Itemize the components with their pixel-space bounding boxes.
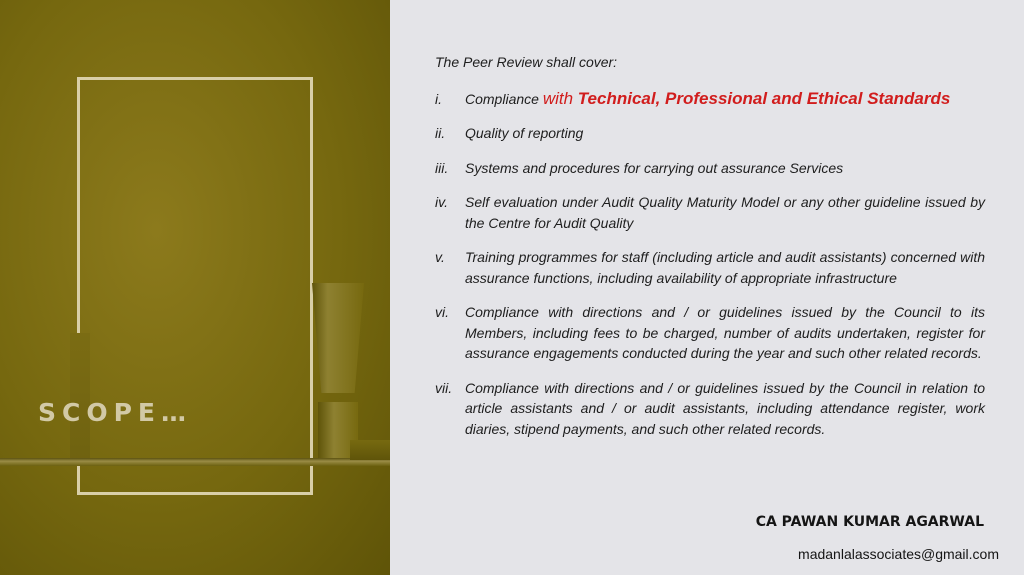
list-item: [435, 158, 985, 179]
emphasis-with: with: [542, 88, 578, 108]
item-number: i.: [435, 90, 442, 107]
item-text-plain: Compliance: [465, 90, 543, 107]
item-text: Compliance with directions and / or guidelines issued by the Council to its Members, including fees to be charged, number of audits undertaken, register for assurance engagements conducted during the year and such other related records.: [465, 304, 985, 361]
item-text: Self evaluation under Audit Quality Maturity Model or any other guideline issued by the Centre for Audit Quality: [465, 194, 985, 231]
author-name: CA PAWAN KUMAR AGARWAL: [755, 514, 984, 530]
list-item: [435, 247, 985, 288]
item-number: ii.: [435, 125, 446, 141]
slide-title: SCOPE…: [38, 398, 193, 427]
content-area: [435, 52, 985, 453]
decorative-panel: [0, 0, 390, 575]
list-item: [435, 123, 985, 144]
exclamation-icon: [312, 283, 364, 393]
item-number: v.: [435, 249, 445, 265]
item-text: [465, 89, 985, 110]
intro-text: The Peer Review shall cover:: [435, 54, 618, 70]
item-number: iii.: [435, 159, 449, 176]
item-number: vi.: [435, 304, 449, 320]
decorative-ledge: [0, 458, 390, 466]
emphasis-standards: [578, 89, 951, 108]
decorative-frame: [77, 77, 313, 495]
item-text: Quality of reporting: [465, 125, 584, 141]
author-email: madanlalassociates@gmail.com: [798, 546, 999, 562]
list-item: [435, 192, 985, 233]
scope-list: [435, 89, 985, 440]
list-item: [435, 302, 985, 364]
exclamation-step: [350, 440, 390, 460]
item-text: Compliance with directions and / or guidelines issued by the Council in relation to article assistants and / or audit assistants, including attendance register, work diaries, stipend payments, and such other related records.: [465, 379, 985, 437]
item-text: Training programmes for staff (including article and audit assistants) concerned with assurance functions, including availability of appropriate infrastructure: [465, 249, 985, 286]
list-item: [435, 89, 985, 110]
item-number: iv.: [435, 194, 448, 210]
item-text: Systems and procedures for carrying out assurance Services: [465, 159, 844, 176]
emphasis-bold: Technical, Professional and Ethical Standards: [577, 88, 951, 108]
list-item: [435, 378, 985, 440]
item-number: vii.: [435, 379, 453, 396]
